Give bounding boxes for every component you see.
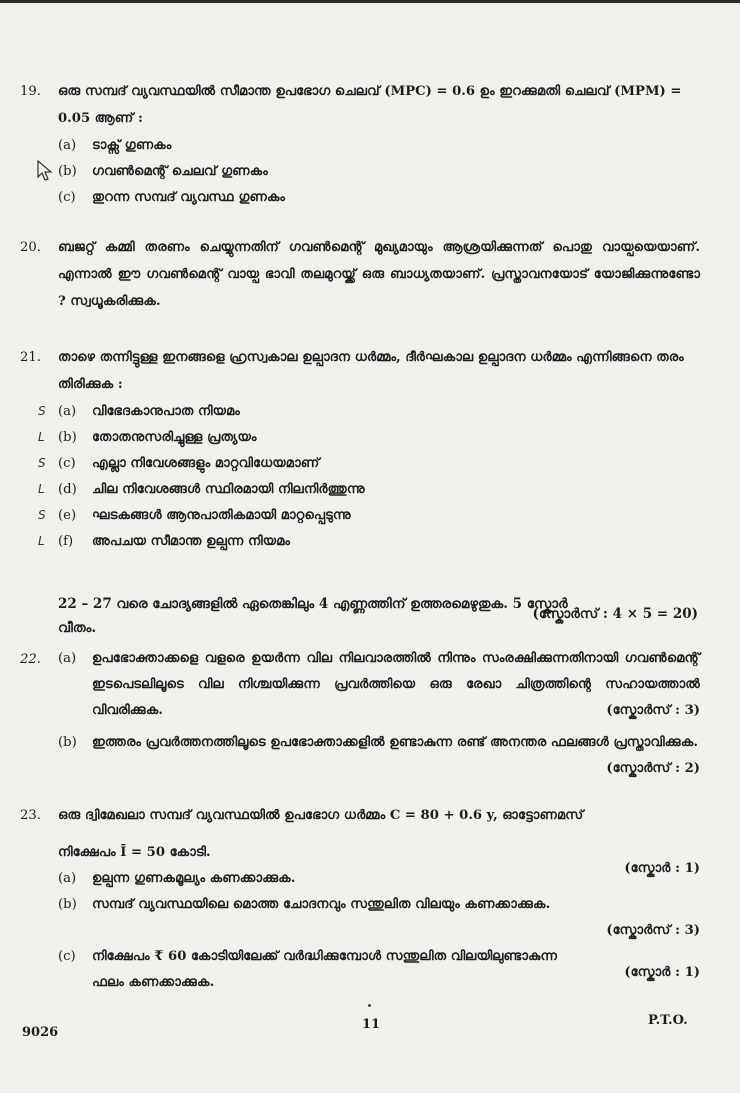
option-text: എല്ലാ നിവേശങ്ങളും മാറ്റവിധേയമാണ് xyxy=(92,456,320,471)
option-b xyxy=(58,158,700,184)
question-number: 19. xyxy=(20,84,41,99)
option-f xyxy=(38,528,700,554)
question-21 xyxy=(20,344,700,554)
sub-question-c xyxy=(58,944,700,996)
sub-text xyxy=(92,646,700,724)
option-label: (d) xyxy=(58,482,77,497)
option-label: (b) xyxy=(58,164,77,179)
sub-body: ഉല്പന്ന ഗുണകമൂല്യം കണക്കാക്കുക. xyxy=(92,871,296,886)
option-c xyxy=(38,450,700,476)
option-text: തോതനുസരിച്ചുള്ള പ്രത്യയം xyxy=(92,430,257,445)
option-c xyxy=(58,184,700,210)
paper-code: 9026 xyxy=(22,1025,59,1040)
stray-dot xyxy=(368,1004,371,1007)
sub-body: നിക്ഷേപം ₹ 60 കോടിയിലേക്ക് വർദ്ധിക്കുമ്പോൾ സന്തുലിത വിലയിലുണ്ടാകുന്ന xyxy=(92,949,558,964)
question-text-2: നിക്ഷേപം Ī = 50 കോടി. xyxy=(58,845,211,860)
question-text: ബജറ്റ് കമ്മി തരണം ചെയ്യുന്നതിന് ഗവൺമെന്റ് മുഖ്യമായും ആശ്രയിക്കുന്നത് പൊതു വായ്പയെയാണ്. എന്നാൽ ഈ ഗവൺമെന്റ് വായ്പ ഭാവി തലമുറയ്ക്ക് ഒരു ബാധ്യതയാണ്. പ്രസ്താവനയോട് യോജിക്കുന്നുണ്ടോ ? സ്വധൂകരിക്കുക. xyxy=(58,240,700,309)
pto-label: P.T.O. xyxy=(648,1013,688,1028)
sub-score: (സ്കോർസ് : 3) xyxy=(606,923,700,938)
option-text: ഘടകങ്ങൾ ആനുപാതികമായി മാറ്റപ്പെടുന്നു xyxy=(92,508,351,523)
section-instruction xyxy=(58,592,698,640)
option-label: (e) xyxy=(58,508,77,523)
handwritten-mark: S xyxy=(38,404,46,418)
handwritten-mark: L xyxy=(38,482,45,496)
option-text: ചില നിവേശങ്ങൾ സ്ഥിരമായി നിലനിർത്തുന്നു xyxy=(92,482,365,497)
option-label: (c) xyxy=(58,456,76,471)
option-b xyxy=(38,424,700,450)
option-label: (a) xyxy=(58,138,77,153)
sub-label: (a) xyxy=(58,651,77,666)
option-text: ഗവൺമെന്റ് ചെലവ് ഗുണകം xyxy=(92,164,268,179)
handwritten-mark: L xyxy=(38,534,45,548)
question-number: 20. xyxy=(20,240,41,255)
handwritten-mark: S xyxy=(38,456,46,470)
option-text: ടാക്സ് ഗുണകം xyxy=(92,138,172,153)
option-text: തുറന്ന സമ്പദ് വ്യവസ്ഥ ഗുണകം xyxy=(92,190,286,205)
sub-score: (സ്കോർസ് : 3) xyxy=(606,703,700,718)
question-text: താഴെ തന്നിട്ടുള്ള ഇനങ്ങളെ ഹ്രസ്വകാല ഉല്പാദന ധർമ്മം, ദീർഘകാല ഉല്പാദന ധർമ്മം എന്നിങ്ങനെ തരം തിരിക്കുക : xyxy=(58,350,684,392)
sub-body: സമ്പദ് വ്യവസ്ഥയിലെ മൊത്ത ചോദനവും സന്തുലിത വിലയും കണക്കാക്കുക. xyxy=(92,897,551,912)
section-line-2: വീതം. xyxy=(58,620,97,636)
page-number: 11 xyxy=(362,1017,381,1032)
sub-text xyxy=(92,861,700,892)
sub-text xyxy=(92,944,700,996)
mouse-cursor-icon xyxy=(36,160,54,182)
option-d xyxy=(38,476,700,502)
question-number: 23. xyxy=(20,808,41,823)
sub-label: (a) xyxy=(58,871,77,886)
question-22 xyxy=(20,646,700,782)
sub-score: (സ്കോർസ് : 2) xyxy=(606,761,700,776)
sub-score: (സ്കോർ : 1) xyxy=(624,965,700,980)
sub-score: (സ്കോർ : 1) xyxy=(624,861,700,876)
question-text: ഒരു സമ്പദ് വ്യവസ്ഥയിൽ സീമാന്ത ഉപഭോഗ ചെലവ് (MPC) = 0.6 ഉം ഇറക്കുമതി ചെലവ് (MPM) = 0.05 ആണ് : xyxy=(58,84,682,126)
sub-question-a xyxy=(58,646,700,724)
option-label: (f) xyxy=(58,534,74,549)
sub-body-2: ഫലം കണക്കാക്കുക. xyxy=(92,975,215,990)
option-a xyxy=(58,132,700,158)
question-20 xyxy=(20,234,700,315)
option-label: (b) xyxy=(58,430,77,445)
sub-question-b xyxy=(58,730,700,776)
sub-body: ഇത്തരം പ്രവർത്തനത്തിലൂടെ ഉപഭോക്താക്കളിൽ ഉണ്ടാകുന്ന രണ്ട് അനന്തര ഫലങ്ങൾ പ്രസ്താവിക്കുക. xyxy=(92,735,698,750)
option-text: അപചയ സീമാന്ത ഉല്പന്ന നിയമം xyxy=(92,534,291,549)
sub-text xyxy=(92,892,700,918)
question-text: ഒരു ദ്വിമേഖലാ സമ്പദ് വ്യവസ്ഥയിൽ ഉപഭോഗ ധർമ്മം C = 80 + 0.6 y, ഓട്ടോണമസ് xyxy=(58,808,584,823)
handwritten-mark: S xyxy=(38,508,46,522)
sub-text xyxy=(92,730,700,776)
section-score: (സ്കോർസ് : 4 × 5 = 20) xyxy=(532,606,698,622)
sub-label: (b) xyxy=(58,897,77,912)
sub-score-row xyxy=(58,918,700,944)
handwritten-mark: L xyxy=(38,430,45,444)
sub-question-a xyxy=(58,861,700,892)
sub-body: ഉപഭോക്താക്കളെ വളരെ ഉയർന്ന വില നിലവാരത്തിൽ നിന്നും സംരക്ഷിക്കുന്നതിനായി ഗവൺമെന്റ് ഇടപെടലിലൂടെ വില നിശ്ചയിക്കുന്ന പ്രവർത്തിയെ ഒരു രേഖാ ചിത്രത്തിന്റെ സഹായത്താൽ വിവരിക്കുക. xyxy=(92,651,700,718)
sub-question-b xyxy=(58,892,700,944)
section-line-1: 22 – 27 വരെ ചോദ്യങ്ങളിൽ ഏതെങ്കിലും 4 എണ്ണത്തിന് ഉത്തരമെഴുതുക. 5 സ്കോർ xyxy=(58,596,568,612)
option-label: (c) xyxy=(58,190,76,205)
option-text: വിഭേദകാനുപാത നിയമം xyxy=(92,404,240,419)
option-label: (a) xyxy=(58,404,77,419)
option-e xyxy=(38,502,700,528)
sub-label: (c) xyxy=(58,949,76,964)
sub-label: (b) xyxy=(58,735,77,750)
top-border xyxy=(0,0,740,3)
question-number: 21. xyxy=(20,350,41,365)
question-number: 22. xyxy=(20,652,41,667)
question-19 xyxy=(20,78,700,210)
question-23 xyxy=(20,802,700,996)
option-a xyxy=(38,398,700,424)
